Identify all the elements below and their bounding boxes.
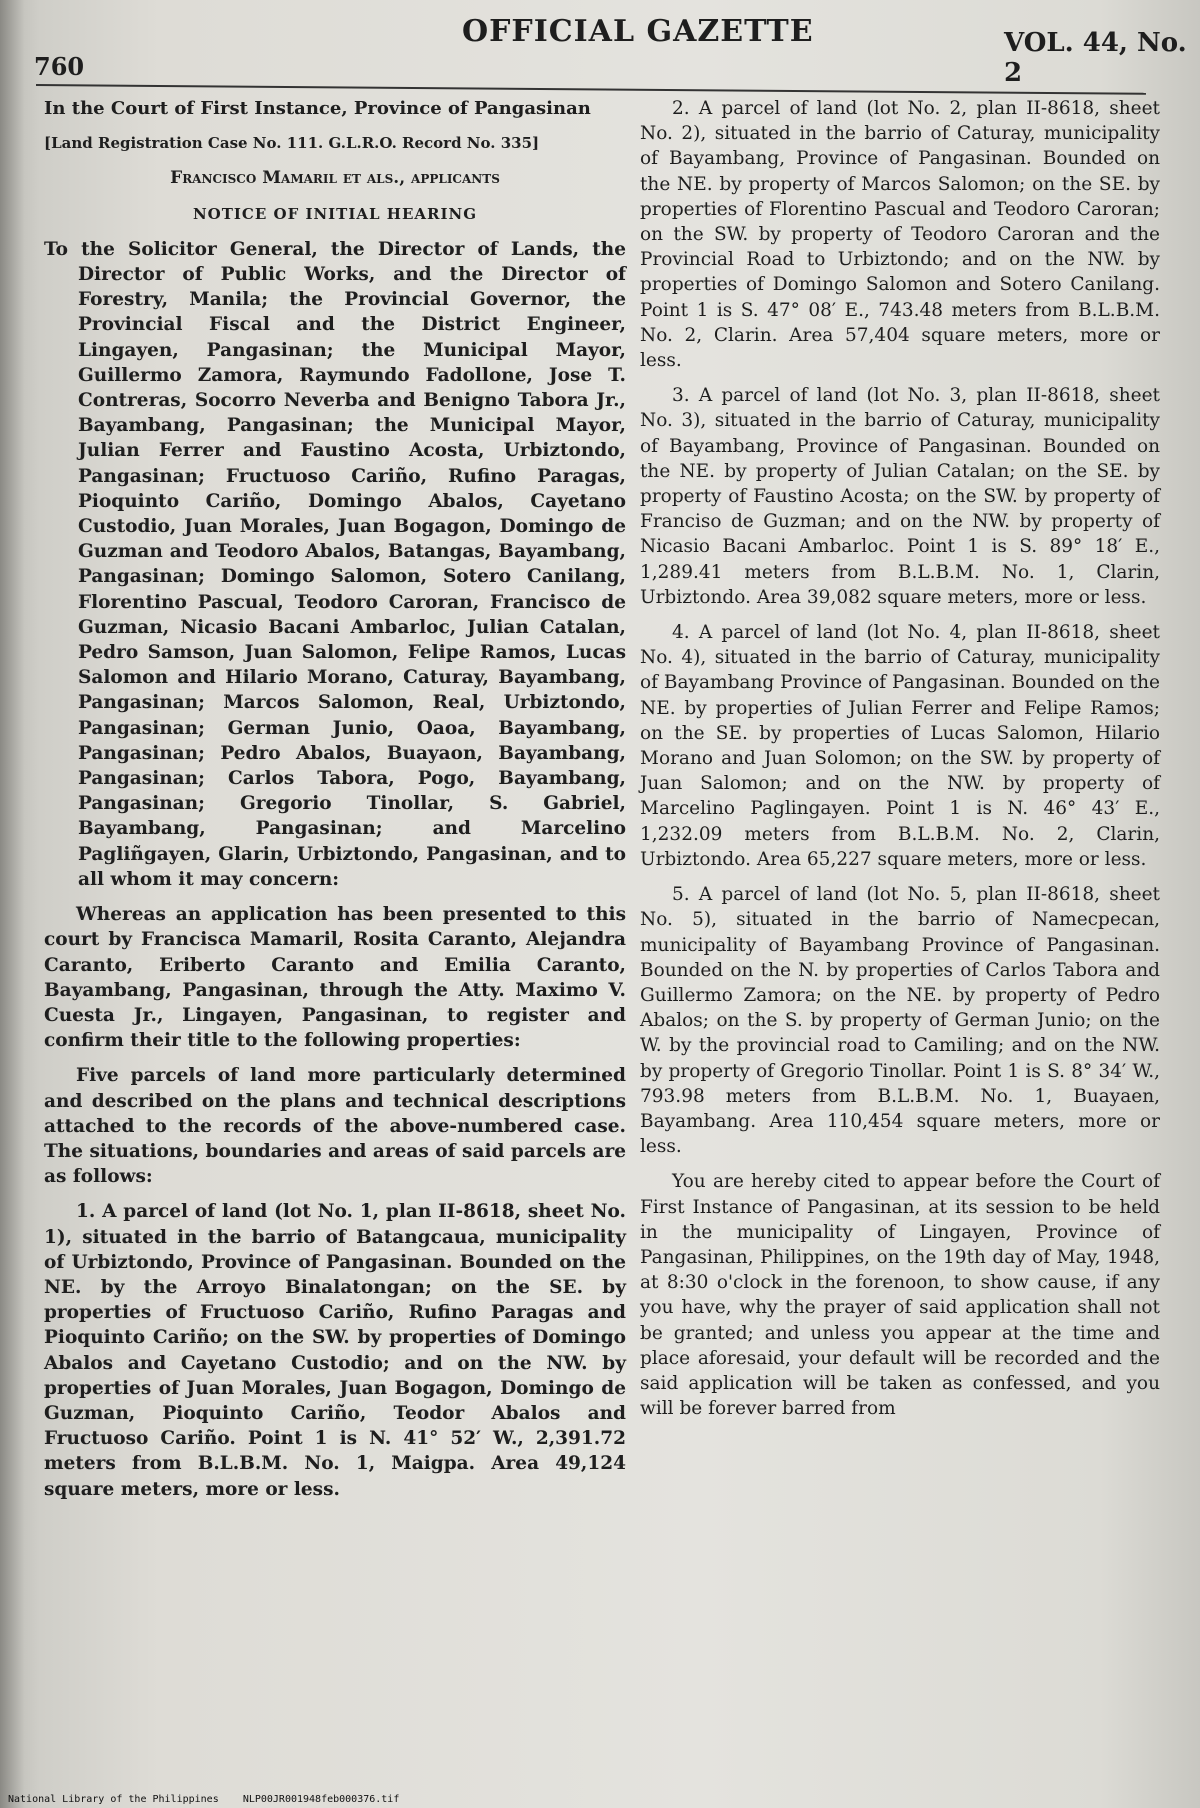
- footer-file: NLP00JR001948feb000376.tif: [242, 1794, 400, 1805]
- parcel-1-paragraph: 1. A parcel of land (lot No. 1, plan II-8618, sheet No. 1), situated in the barrio of Batangcaua, municipality of Urbiztondo, Province of Pangasinan. Bounded on the NE. by the Arroyo Binalatongan; on the SE. by properties of Fructuoso Cariño, Rufino Paragas and Pioquinto Cariño; on the SW. by properties of Domingo Abalos and Cayetano Custodio; and on the NW. by properties of Juan Morales, Juan Bogagon, Domingo de Guzman, Pioquinto Cariño, Teodor Abalos and Fructuoso Cariño. Point 1 is N. 41° 52′ W., 2,391.72 meters from B.L.B.M. No. 1, Maigpa. Area 49,124 square meters, more or less.: [44, 1201, 626, 1500]
- page-number: 760: [34, 52, 85, 81]
- parcel-2-paragraph: 2. A parcel of land (lot No. 2, plan II-8618, sheet No. 2), situated in the barrio of Caturay, municipality of Bayambang, Province of Pangasinan. Bounded on the NE. by property of Marcos Salomon; on the SE. by properties of Florentino Pascual and Teodoro Caroran; on the SW. by property of Teodoro Caroran and the Provincial Road to Urbiztondo; and on the NW. by properties of Domingo Salomon and Sotero Canilang. Point 1 is S. 47° 08′ E., 743.48 meters from B.L.B.M. No. 2, Clarin. Area 57,404 square meters, more or less.: [640, 98, 1160, 372]
- left-column: [44, 96, 626, 1512]
- court-heading: In the Court of First Instance, Province of Pangasinan: [44, 98, 591, 119]
- parcel-4-paragraph: 4. A parcel of land (lot No. 4, plan II-8618, sheet No. 4), situated in the barrio of Caturay, municipality of Bayambang Province of Pangasinan. Bounded on the NE. by properties of Julian Ferrer and Felipe Ramos; on the SE. by properties of Lucas Salomon, Hilario Morano and Juan Solomon; on the SW. by property of Juan Salomon; and on the NW. by property of Marcelino Paglingayen. Point 1 is N. 46° 43′ E., 1,232.09 meters from B.L.B.M. No. 2, Clarin, Urbiztondo. Area 65,227 square meters, more or less.: [640, 622, 1160, 870]
- scan-footer: [8, 1794, 399, 1805]
- addressees-paragraph: To the Solicitor General, the Director of Lands, the Director of Public Works, and the Director of Forestry, Manila; the Provincial Governor, the Provincial Fiscal and the District Engineer, Lingayen, Pangasinan; the Municipal Mayor, Guillermo Zamora, Raymundo Fadollone, Jose T. Contreras, Socorro Neverba and Benigno Tabora Jr., Bayambang, Pangasinan; the Municipal Mayor, Julian Ferrer and Faustino Acosta, Urbiztondo, Pangasinan; Fructuoso Cariño, Rufino Paragas, Pioquinto Cariño, Domingo Abalos, Cayetano Custodio, Juan Morales, Juan Bogagon, Domingo de Guzman and Teodoro Abalos, Batangas, Bayambang, Pangasinan; Domingo Salomon, Sotero Canilang, Florentino Pascual, Teodoro Caroran, Francisco de Guzman, Nicasio Bacani Ambarloc, Julian Catalan, Pedro Samson, Juan Salomon, Felipe Ramos, Lucas Salomon and Hilario Morano, Caturay, Bayambang, Pangasinan; Marcos Salomon, Real, Urbiztondo, Pangasinan; German Junio, Oaoa, Bayambang, Pangasinan; Pedro Abalos, Buayaon, Bayambang, Pangasinan; Carlos Tabora, Pogo, Bayambang, Pangasinan; Gregorio Tinollar, S. Gabriel, Bayambang, Pangasinan; and Marcelino Pagliñgayen, Glarin, Urbiztondo, Pangasinan, and to all whom it may concern:: [44, 238, 626, 890]
- right-column: [640, 96, 1160, 1431]
- whereas-paragraph: Whereas an application has been presented to this court by Francisca Mamaril, Rosita Caranto, Alejandra Caranto, Eriberto Caranto and Emilia Caranto, Bayambang, Pangasinan, through the Atty. Maximo V. Cuesta Jr., Lingayen, Pangasinan, to register and confirm their title to the following properties:: [44, 904, 626, 1052]
- notice-title: NOTICE OF INITIAL HEARING: [192, 204, 478, 223]
- five-parcels-paragraph: Five parcels of land more particularly determined and described on the plans and technical descriptions attached to the records of the above-numbered case. The situations, boundaries and areas of said parcels are as follows:: [44, 1065, 626, 1188]
- header-rule: [36, 84, 1146, 95]
- gazette-title: OFFICIAL GAZETTE: [462, 14, 814, 49]
- applicants-line: Francisco Mamaril et als., applicants: [170, 168, 500, 189]
- parcel-5-paragraph: 5. A parcel of land (lot No. 5, plan II-8618, sheet No. 5), situated in the barrio of Namecpecan, municipality of Bayambang Province of Pangasinan. Bounded on the N. by properties of Carlos Tabora and Guillermo Zamora; on the NE. by property of Pedro Abalos; on the S. by property of German Junio; on the W. by the provincial road to Camiling; and on the NW. by property of Gregorio Tinollar. Point 1 is S. 8° 34′ W., 793.98 meters from B.L.B.M. No. 1, Buayaen, Bayambang. Area 110,454 square meters, more or less.: [640, 884, 1160, 1158]
- footer-library: National Library of the Philippines: [8, 1794, 219, 1805]
- volume-label: VOL. 44, No. 2: [1004, 28, 1187, 88]
- registration-case: [Land Registration Case No. 111. G.L.R.O. Record No. 335]: [44, 134, 540, 153]
- parcel-3-paragraph: 3. A parcel of land (lot No. 3, plan II-8618, sheet No. 3), situated in the barrio of Caturay, municipality of Bayambang, Province of Pangasinan. Bounded on the NE. by property of Julian Catalan; on the SE. by property of Faustino Acosta; on the SW. by property of Franciso de Guzman; and on the NW. by property of Nicasio Bacani Ambarloc. Point 1 is S. 89° 18′ E., 1,289.41 meters from B.L.B.M. No. 1, Clarin, Urbiztondo. Area 39,082 square meters, more or less.: [640, 385, 1160, 608]
- scan-edge-shadow: [0, 0, 24, 1808]
- hearing-paragraph: You are hereby cited to appear before the Court of First Instance of Pangasinan, at its session to be held in the municipality of Lingayen, Province of Pangasinan, Philippines, on the 19th day of May, 1948, at 8:30 o'clock in the forenoon, to show cause, if any you have, why the prayer of said application shall not be granted; and unless you appear at the time and place aforesaid, your default will be recorded and the said application will be taken as confessed, and you will be forever barred from: [640, 1171, 1160, 1420]
